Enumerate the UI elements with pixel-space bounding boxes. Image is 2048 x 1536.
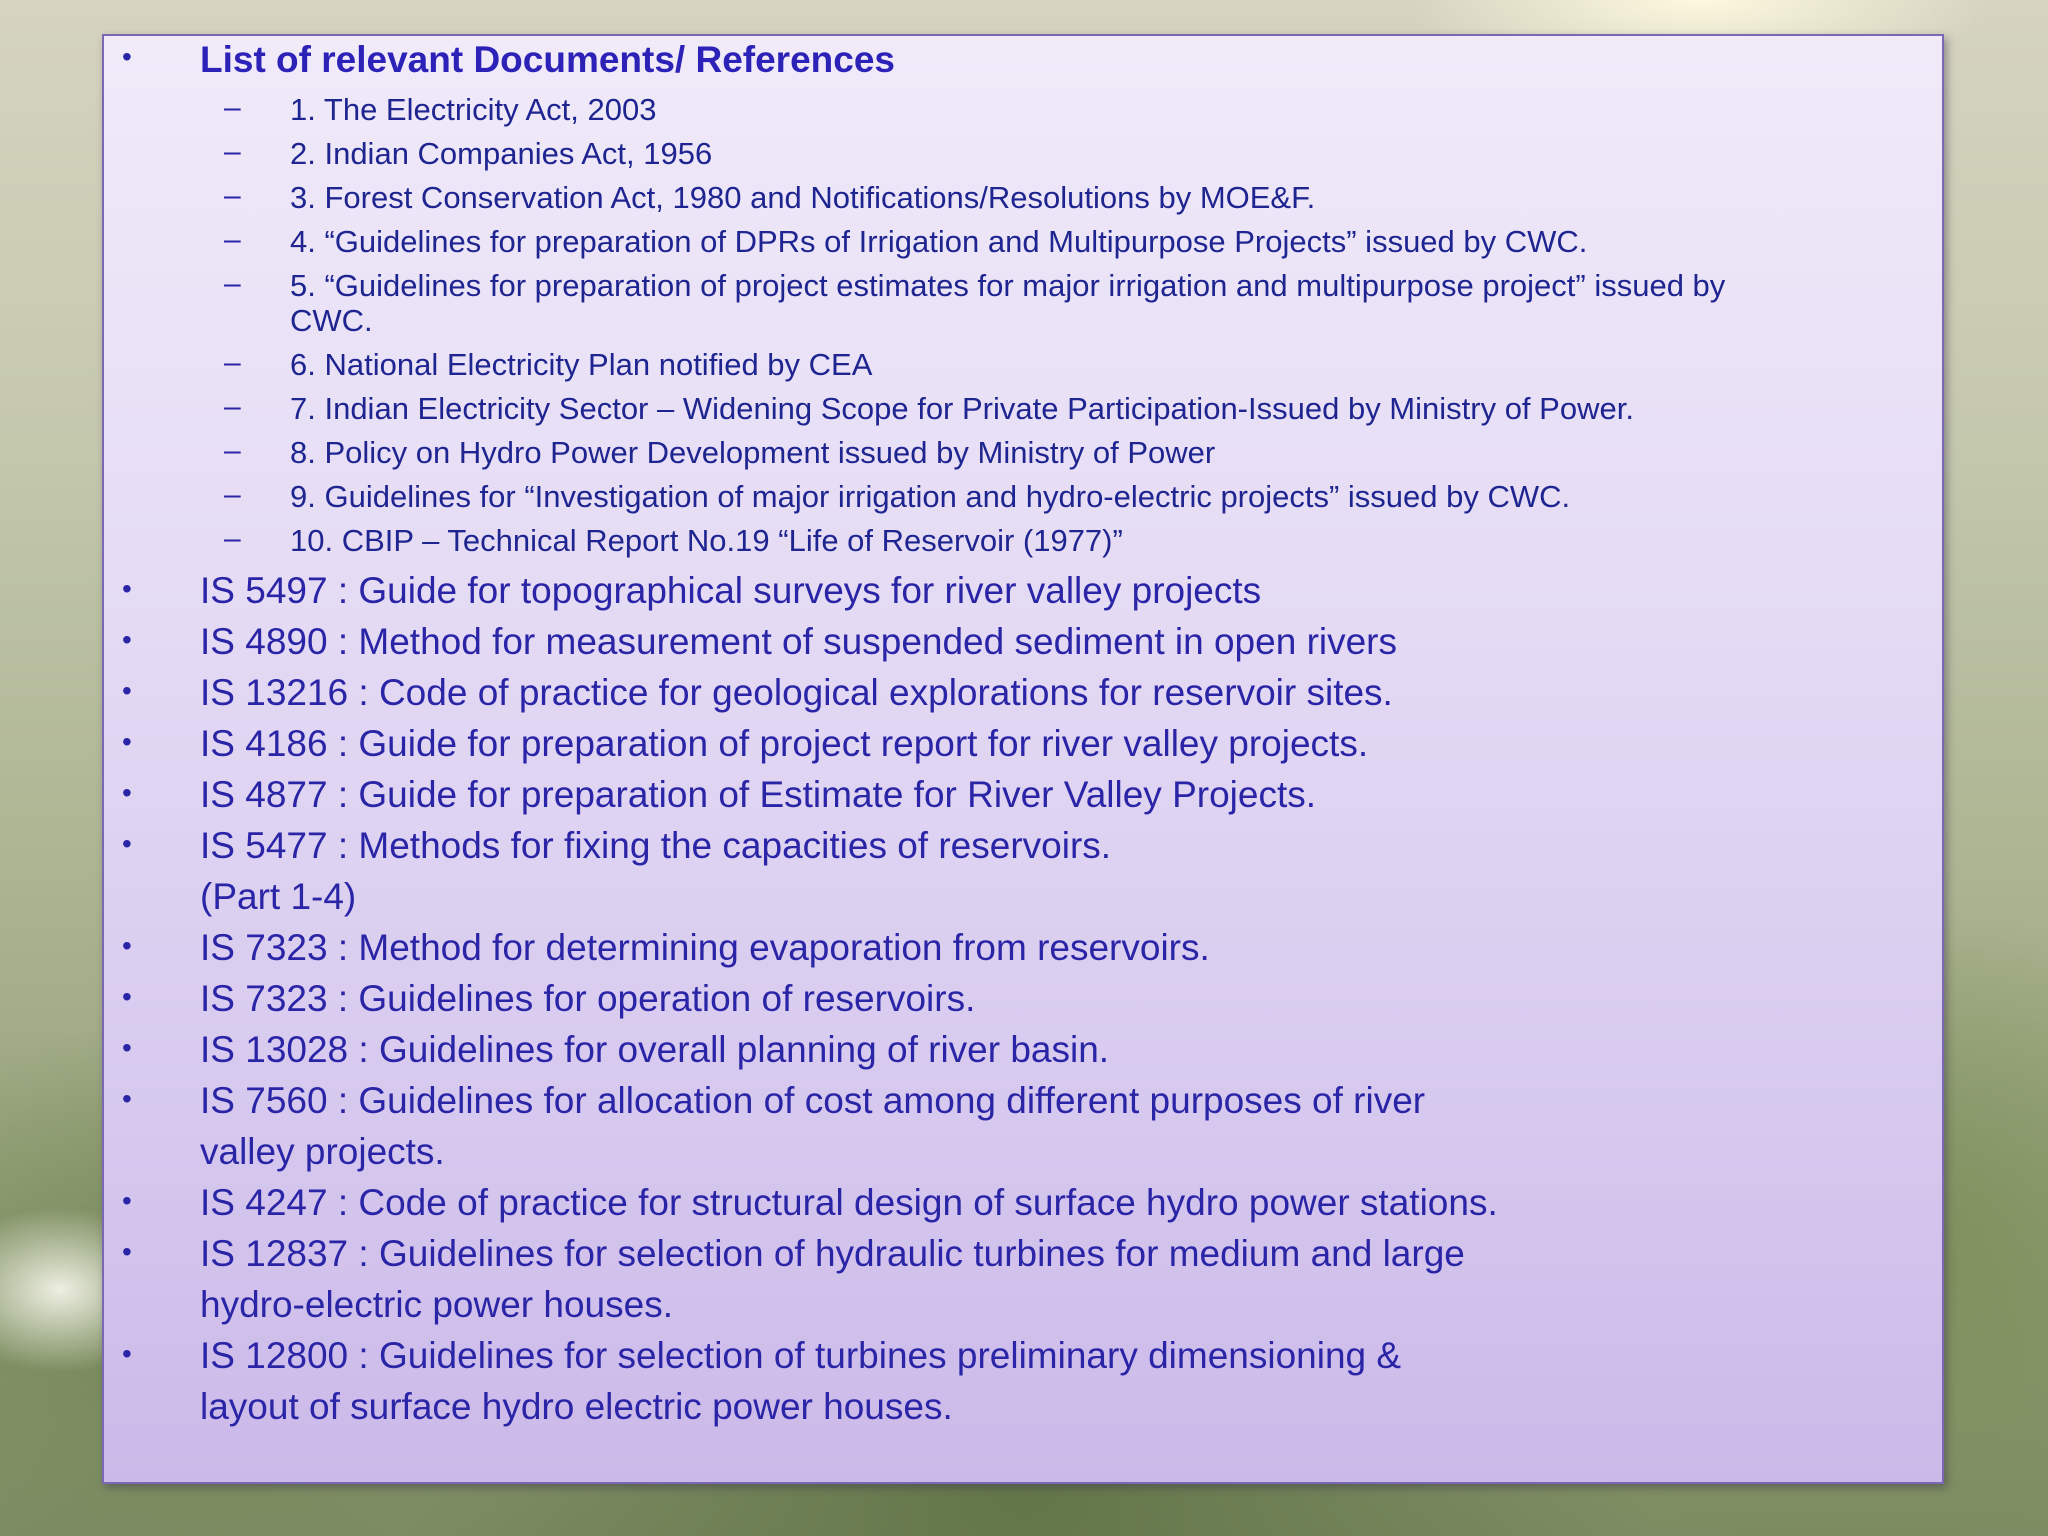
bullet-icon: •	[122, 726, 132, 757]
dash-icon: –	[224, 346, 241, 379]
bullet-icon: •	[122, 675, 132, 706]
standard-item: IS 4247 : Code of practice for structural design of surface hydro power stations.	[200, 1182, 1498, 1223]
bullet-icon: •	[122, 1338, 132, 1369]
dash-icon: –	[224, 179, 241, 212]
reference-item: 4. “Guidelines for preparation of DPRs of Irrigation and Multipurpose Projects” issued by CWC.	[290, 224, 1588, 259]
reference-item: 8. Policy on Hydro Power Development issued by Ministry of Power	[290, 435, 1216, 470]
reference-item: 5. “Guidelines for preparation of project estimates for major irrigation and multipurpose project” issued by	[290, 268, 1726, 303]
standard-item: IS 12837 : Guidelines for selection of hydraulic turbines for medium and large	[200, 1233, 1465, 1274]
dash-icon: –	[224, 267, 241, 300]
standard-item: IS 13028 : Guidelines for overall planning of river basin.	[200, 1029, 1110, 1070]
dash-icon: –	[224, 522, 241, 555]
bullet-icon: •	[122, 1185, 132, 1216]
standard-item: IS 5497 : Guide for topographical surveys for river valley projects	[200, 570, 1262, 611]
standard-item: IS 12800 : Guidelines for selection of turbines preliminary dimensioning &	[200, 1335, 1402, 1376]
bullet-icon: •	[122, 930, 132, 961]
bullet-icon: •	[122, 624, 132, 655]
standard-item: IS 4186 : Guide for preparation of project report for river valley projects.	[200, 723, 1369, 764]
standard-item-continued: valley projects.	[200, 1131, 445, 1172]
reference-item: 3. Forest Conservation Act, 1980 and Notifications/Resolutions by MOE&F.	[290, 180, 1316, 215]
standard-item: IS 5477 : Methods for fixing the capacities of reservoirs.	[200, 825, 1112, 866]
reference-item: 7. Indian Electricity Sector – Widening Scope for Private Participation-Issued by Ministry of Power.	[290, 391, 1634, 426]
standard-item-continued: hydro-electric power houses.	[200, 1284, 673, 1325]
section-heading: List of relevant Documents/ References	[200, 39, 895, 80]
reference-item: 9. Guidelines for “Investigation of major irrigation and hydro-electric projects” issued by CWC.	[290, 479, 1571, 514]
standard-item-continued: layout of surface hydro electric power houses.	[200, 1386, 953, 1427]
dash-icon: –	[224, 478, 241, 511]
bullet-icon: •	[122, 777, 132, 808]
standard-item: IS 7323 : Guidelines for operation of reservoirs.	[200, 978, 976, 1019]
standard-item-continued: (Part 1-4)	[200, 876, 357, 917]
bullet-icon: •	[122, 1083, 132, 1114]
dash-icon: –	[224, 390, 241, 423]
bullet-icon: •	[122, 1236, 132, 1267]
reference-item: 6. National Electricity Plan notified by CEA	[290, 347, 873, 382]
standard-item: IS 13216 : Code of practice for geological explorations for reservoir sites.	[200, 672, 1393, 713]
bullet-icon: •	[122, 981, 132, 1012]
standard-item: IS 4890 : Method for measurement of suspended sediment in open rivers	[200, 621, 1398, 662]
dash-icon: –	[224, 135, 241, 168]
standard-item: IS 7560 : Guidelines for allocation of cost among different purposes of river	[200, 1080, 1426, 1121]
reference-item: 1. The Electricity Act, 2003	[290, 92, 657, 127]
reference-item: 2. Indian Companies Act, 1956	[290, 136, 713, 171]
dash-icon: –	[224, 434, 241, 467]
bullet-icon: •	[122, 1032, 132, 1063]
dash-icon: –	[224, 223, 241, 256]
bullet-icon: •	[122, 828, 132, 859]
standard-item: IS 7323 : Method for determining evaporation from reservoirs.	[200, 927, 1210, 968]
bullet-icon: •	[122, 573, 132, 604]
bullet-icon: •	[122, 41, 132, 72]
standard-item: IS 4877 : Guide for preparation of Estimate for River Valley Projects.	[200, 774, 1316, 815]
reference-item-continued: CWC.	[290, 303, 373, 338]
reference-item: 10. CBIP – Technical Report No.19 “Life of Reservoir (1977)”	[290, 523, 1123, 558]
dash-icon: –	[224, 91, 241, 124]
